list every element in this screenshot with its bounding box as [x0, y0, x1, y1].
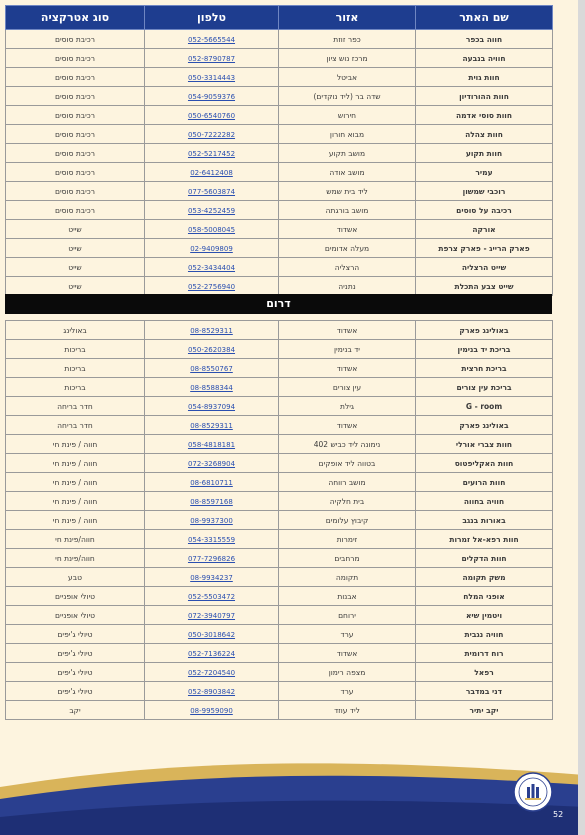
attraction-type-cell: רכיבת סוסים — [6, 49, 145, 68]
header-phone: טלפון — [145, 6, 279, 30]
table-row — [6, 682, 553, 701]
site-name-cell: רפאל — [416, 663, 553, 682]
attraction-type-cell: רכיבת סוסים — [6, 201, 145, 220]
area-cell: אשדוד — [279, 416, 416, 435]
table-row — [6, 454, 553, 473]
phone-link[interactable]: 050-3314443 — [187, 73, 236, 82]
area-cell: יד בנימין — [279, 340, 416, 359]
attraction-type-cell: טבע — [6, 568, 145, 587]
header-area: אזור — [279, 6, 416, 30]
area-cell: עין צורים — [279, 378, 416, 397]
table-row — [6, 549, 553, 568]
table-row — [6, 511, 553, 530]
area-cell: ערד — [279, 682, 416, 701]
attraction-type-cell: טיולי ג'יפים — [6, 644, 145, 663]
site-name-cell: משק תקומה — [416, 568, 553, 587]
site-name-cell: חווה בכפר — [416, 30, 553, 49]
site-name-cell: פארק הרייג - פארק צרפת — [416, 239, 553, 258]
phone-cell — [145, 492, 279, 511]
site-name-cell: באולינג פארק — [416, 321, 553, 340]
phone-link[interactable]: 072-3940797 — [187, 611, 236, 620]
header-attraction-type: סוג אטרקציה — [6, 6, 145, 30]
phone-link[interactable]: 08-8550767 — [190, 364, 233, 373]
table-row — [6, 163, 553, 182]
attraction-type-cell: רכיבת סוסים — [6, 106, 145, 125]
phone-cell — [145, 530, 279, 549]
phone-cell — [145, 644, 279, 663]
phone-link[interactable]: 08-6810711 — [190, 478, 233, 487]
attraction-type-cell: חווה / פינת חי — [6, 454, 145, 473]
phone-cell — [145, 359, 279, 378]
site-name-cell: באורות בנגב — [416, 511, 553, 530]
table-row — [6, 359, 553, 378]
phone-cell — [145, 258, 279, 277]
area-cell: אביטל — [279, 68, 416, 87]
phone-cell — [145, 378, 279, 397]
phone-link[interactable]: 054-9059376 — [187, 92, 236, 101]
area-cell: כפר זוזת — [279, 30, 416, 49]
phone-cell — [145, 30, 279, 49]
attraction-type-cell: שייט — [6, 220, 145, 239]
site-name-cell: אורקה — [416, 220, 553, 239]
phone-cell — [145, 144, 279, 163]
site-name-cell: ויטמין שיא — [416, 606, 553, 625]
table-row — [6, 473, 553, 492]
site-name-cell: G - room — [416, 397, 553, 416]
table-row — [6, 397, 553, 416]
site-name-cell: חוויה בחווה — [416, 492, 553, 511]
phone-link[interactable]: 058-4818181 — [187, 440, 236, 449]
attraction-type-cell: חווה / פינת חי — [6, 511, 145, 530]
attraction-type-cell: רכיבת סוסים — [6, 144, 145, 163]
table-row — [6, 220, 553, 239]
area-cell: אשדוד — [279, 220, 416, 239]
attraction-type-cell: באולינג — [6, 321, 145, 340]
area-cell: אשדוד — [279, 321, 416, 340]
attraction-type-cell: טיולי ג'יפים — [6, 625, 145, 644]
attraction-type-cell: חווה / פינת חי — [6, 492, 145, 511]
attraction-type-cell: שייט — [6, 239, 145, 258]
site-name-cell: רוכבי שמשון — [416, 182, 553, 201]
table-row — [6, 378, 553, 397]
phone-cell — [145, 277, 279, 296]
table-row — [6, 144, 553, 163]
table-row — [6, 587, 553, 606]
site-name-cell: חוויה נגבית — [416, 625, 553, 644]
phone-cell — [145, 568, 279, 587]
site-name-cell: חוות תקוע — [416, 144, 553, 163]
site-name-cell: חוות הדקלים — [416, 549, 553, 568]
phone-cell — [145, 239, 279, 258]
table-row — [6, 416, 553, 435]
attraction-type-cell: רכיבת סוסים — [6, 87, 145, 106]
area-cell: נימונה ליד כביש 402 — [279, 435, 416, 454]
site-name-cell: שייט צבע התכלת — [416, 277, 553, 296]
phone-link[interactable]: 02-9409809 — [190, 244, 233, 253]
phone-link[interactable]: 050-2620384 — [187, 345, 236, 354]
phone-link[interactable]: 052-2756940 — [187, 282, 236, 291]
phone-link[interactable]: 054-8937094 — [187, 402, 236, 411]
site-name-cell: שייט הרצליה — [416, 258, 553, 277]
table-row — [6, 49, 553, 68]
site-name-cell: חוות ההורודיון — [416, 87, 553, 106]
phone-link[interactable]: 052-8790787 — [187, 54, 236, 63]
organization-seal-icon — [513, 772, 553, 812]
table-row — [6, 530, 553, 549]
attraction-type-cell: יקב — [6, 701, 145, 720]
table-row — [6, 258, 553, 277]
phone-cell — [145, 454, 279, 473]
area-cell: בטווה ליד אופקים — [279, 454, 416, 473]
phone-link[interactable]: 08-8529311 — [190, 421, 233, 430]
attraction-type-cell: חווה / פינת חי — [6, 435, 145, 454]
area-cell: זימרות — [279, 530, 416, 549]
attraction-type-cell: חווה/פינת חי — [6, 530, 145, 549]
table-row — [6, 340, 553, 359]
attraction-type-cell: חדר בריחה — [6, 397, 145, 416]
area-cell: מעלה אדומים — [279, 239, 416, 258]
attraction-type-cell: בריכות — [6, 378, 145, 397]
attraction-type-cell: חדר בריחה — [6, 416, 145, 435]
phone-cell — [145, 182, 279, 201]
table-row — [6, 182, 553, 201]
area-cell: אשדוד — [279, 359, 416, 378]
attraction-type-cell: בריכות — [6, 340, 145, 359]
phone-link[interactable]: 053-4252459 — [187, 206, 236, 215]
table-row — [6, 663, 553, 682]
attraction-type-cell: רכיבת סוסים — [6, 125, 145, 144]
attraction-type-cell: בריכות — [6, 359, 145, 378]
area-cell: שדה בר (ליד נוקדים) — [279, 87, 416, 106]
phone-link[interactable]: 02-6412408 — [190, 168, 233, 177]
table-header-row — [6, 6, 553, 30]
phone-cell — [145, 701, 279, 720]
phone-link[interactable]: 08-8597168 — [190, 497, 233, 506]
site-name-cell: עמיר — [416, 163, 553, 182]
site-name-cell: בריכת חרצית — [416, 359, 553, 378]
footer-wave — [0, 725, 578, 835]
attraction-type-cell: טיולי ג'יפים — [6, 663, 145, 682]
attraction-type-cell: טיולי אופניים — [6, 587, 145, 606]
phone-link[interactable]: 052-5503472 — [187, 592, 236, 601]
attraction-type-cell: שייט — [6, 277, 145, 296]
attraction-type-cell: טיולי אופניים — [6, 606, 145, 625]
table-row — [6, 239, 553, 258]
site-name-cell: באולינג פארק — [416, 416, 553, 435]
phone-link[interactable]: 052-5665544 — [187, 35, 236, 44]
area-cell: בית חלקיה — [279, 492, 416, 511]
table-row — [6, 30, 553, 49]
phone-link[interactable]: 052-7136224 — [187, 649, 236, 658]
page-edge — [578, 0, 585, 835]
phone-link[interactable]: 072-3268904 — [187, 459, 236, 468]
phone-cell — [145, 106, 279, 125]
phone-cell — [145, 625, 279, 644]
section-header-south: דרום — [5, 294, 552, 314]
phone-cell — [145, 49, 279, 68]
attractions-table-south — [5, 320, 553, 720]
area-cell: מרחבים — [279, 549, 416, 568]
table-row — [6, 277, 553, 296]
phone-link[interactable]: 077-5603874 — [187, 187, 236, 196]
phone-cell — [145, 587, 279, 606]
area-cell: מרכז נוש ציון — [279, 49, 416, 68]
table-row — [6, 568, 553, 587]
area-cell: נתניה — [279, 277, 416, 296]
phone-cell — [145, 125, 279, 144]
phone-cell — [145, 87, 279, 106]
area-cell: ירוחם — [279, 606, 416, 625]
table-row — [6, 68, 553, 87]
site-name-cell: רכיבה על סוסים — [416, 201, 553, 220]
table-row — [6, 492, 553, 511]
area-cell: הרצליה — [279, 258, 416, 277]
phone-cell — [145, 435, 279, 454]
phone-cell — [145, 606, 279, 625]
attraction-type-cell: שייט — [6, 258, 145, 277]
attractions-table-top — [5, 5, 553, 296]
area-cell: אבנות — [279, 587, 416, 606]
phone-cell — [145, 220, 279, 239]
phone-link[interactable]: 077-7296826 — [187, 554, 236, 563]
phone-cell — [145, 549, 279, 568]
phone-cell — [145, 68, 279, 87]
attraction-type-cell: חווה / פינת חי — [6, 473, 145, 492]
area-cell: גילת — [279, 397, 416, 416]
attraction-type-cell: רכיבת סוסים — [6, 182, 145, 201]
table-row — [6, 321, 553, 340]
table-row — [6, 701, 553, 720]
phone-link[interactable]: 058-5008045 — [187, 225, 236, 234]
phone-link[interactable]: 08-8588344 — [190, 383, 233, 392]
phone-link[interactable]: 050-7222282 — [187, 130, 236, 139]
area-cell: קיבוץ עלומים — [279, 511, 416, 530]
area-cell: ערד — [279, 625, 416, 644]
site-name-cell: דני במדבר — [416, 682, 553, 701]
phone-link[interactable]: 054-3315559 — [187, 535, 236, 544]
site-name-cell: חוות רפא-אל זמרות — [416, 530, 553, 549]
phone-cell — [145, 511, 279, 530]
site-name-cell: בריכת עין צורים — [416, 378, 553, 397]
attraction-type-cell: חווה/פינת חי — [6, 549, 145, 568]
phone-link[interactable]: 052-8903842 — [187, 687, 236, 696]
attraction-type-cell: רכיבת סוסים — [6, 163, 145, 182]
area-cell: אשדוד — [279, 644, 416, 663]
area-cell: מושב בורגתה — [279, 201, 416, 220]
header-site-name: שם האתר — [416, 6, 553, 30]
area-cell: מושב רווחה — [279, 473, 416, 492]
phone-cell — [145, 321, 279, 340]
table-row — [6, 606, 553, 625]
table-row — [6, 644, 553, 663]
top-table-body — [6, 30, 553, 296]
phone-cell — [145, 340, 279, 359]
phone-cell — [145, 163, 279, 182]
site-name-cell: חוות צהלה — [416, 125, 553, 144]
phone-link[interactable]: 08-8529311 — [190, 326, 233, 335]
site-name-cell: חוות הרועים — [416, 473, 553, 492]
phone-link[interactable]: 052-7204540 — [187, 668, 236, 677]
site-name-cell: בריכת יד בנימין — [416, 340, 553, 359]
attraction-type-cell: טיולי ג'יפים — [6, 682, 145, 701]
phone-cell — [145, 473, 279, 492]
phone-link[interactable]: 052-5217452 — [187, 149, 236, 158]
phone-cell — [145, 201, 279, 220]
phone-link[interactable]: 050-6540760 — [187, 111, 236, 120]
phone-cell — [145, 663, 279, 682]
area-cell: ליד עוזד — [279, 701, 416, 720]
phone-link[interactable]: 08-9934237 — [190, 573, 233, 582]
area-cell: מצפה רימון — [279, 663, 416, 682]
area-cell: מבוא חורון — [279, 125, 416, 144]
phone-cell — [145, 416, 279, 435]
phone-link[interactable]: 08-9937300 — [190, 516, 233, 525]
table-row — [6, 201, 553, 220]
page-number: 52 — [553, 810, 564, 819]
area-cell: מושב אודה — [279, 163, 416, 182]
phone-link[interactable]: 050-3018642 — [187, 630, 236, 639]
table-row — [6, 625, 553, 644]
area-cell: מושב תקוע — [279, 144, 416, 163]
site-name-cell: חוות גוית — [416, 68, 553, 87]
area-cell: חירוש — [279, 106, 416, 125]
site-name-cell: חוות סוסי אדמה — [416, 106, 553, 125]
table-row — [6, 435, 553, 454]
table-row — [6, 87, 553, 106]
site-name-cell: חוות צברי אורלי — [416, 435, 553, 454]
south-table-body — [6, 321, 553, 720]
table-row — [6, 125, 553, 144]
phone-link[interactable]: 08-9959090 — [190, 706, 233, 715]
area-cell: ליד בית שמש — [279, 182, 416, 201]
site-name-cell: רוח דרומית — [416, 644, 553, 663]
site-name-cell: אופני המלח — [416, 587, 553, 606]
attraction-type-cell: רכיבת סוסים — [6, 30, 145, 49]
area-cell: תקומה — [279, 568, 416, 587]
table-row — [6, 106, 553, 125]
phone-link[interactable]: 052-3434404 — [187, 263, 236, 272]
phone-cell — [145, 682, 279, 701]
site-name-cell: חוויה בנבעה — [416, 49, 553, 68]
site-name-cell: חוות האקליפטוס — [416, 454, 553, 473]
phone-cell — [145, 397, 279, 416]
attraction-type-cell: רכיבת סוסים — [6, 68, 145, 87]
site-name-cell: יקב יתיר — [416, 701, 553, 720]
